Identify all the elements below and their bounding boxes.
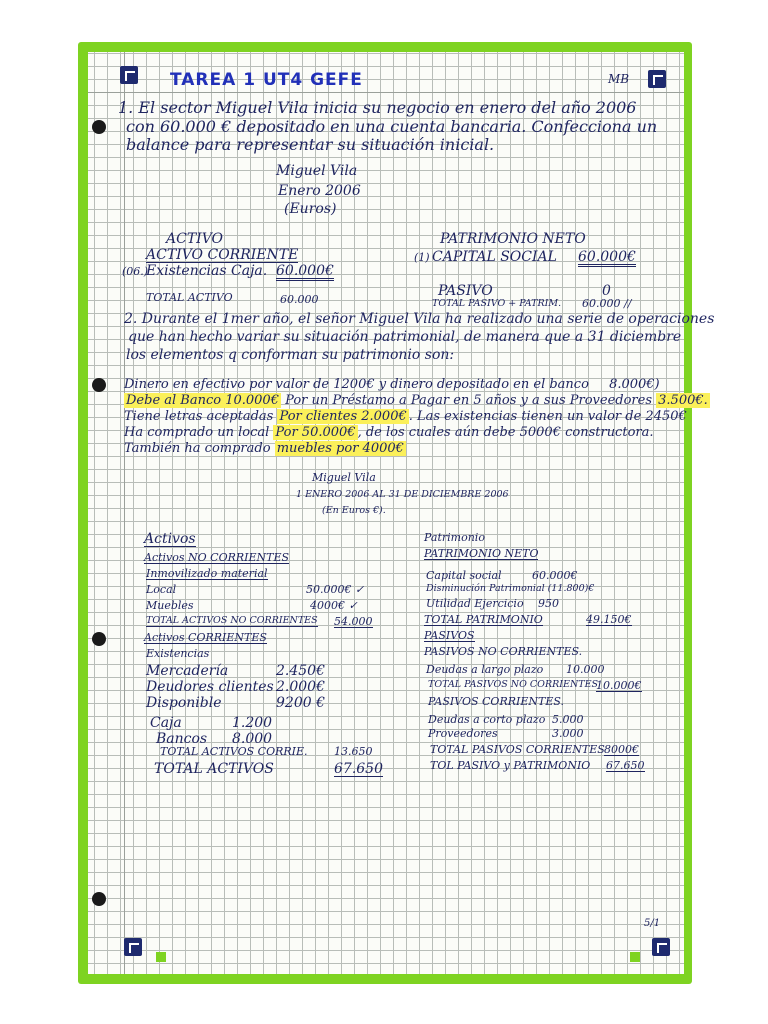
right-row-value: 60.000€ [532, 569, 578, 582]
ex2-data-line-2: Debe al Banco 10.000€ Por un Préstamo a Pagar en 5 años y a sus Proveedores 3.500€. [126, 393, 708, 408]
left-row-label: TOTAL ACTIVOS NO CORRIENTES [146, 615, 318, 626]
corner-mark-icon [648, 70, 666, 88]
ex1-capital-value: 60.000€ [578, 249, 636, 265]
left-row-label: Activos CORRIENTES [144, 631, 267, 644]
ex1-total-activo-value: 60.000 [280, 293, 319, 306]
top-line [88, 92, 684, 93]
right-row-value: 8000€ [604, 743, 639, 756]
ex2-heading-name: Miguel Vila [312, 471, 376, 484]
ex1-heading-name: Miguel Vila [276, 163, 358, 179]
left-row-value: 54.000 [334, 615, 373, 628]
ex1-capital-code: (1) [414, 251, 430, 264]
right-row-value: 10.000 [566, 663, 605, 676]
right-row-value: 950 [538, 597, 559, 610]
ex1-activo-corriente: ACTIVO CORRIENTE [146, 247, 299, 263]
right-row-value: 3.000 [552, 727, 584, 740]
left-row-label: Muebles [146, 599, 194, 612]
right-row-label: PATRIMONIO NETO [424, 547, 539, 560]
ex1-patrimonio-neto: PATRIMONIO NETO [440, 231, 586, 247]
ex1-total-activo: TOTAL ACTIVO [146, 291, 233, 304]
left-row-value: 8.000 [232, 731, 273, 747]
left-row-value: 13.650 [334, 745, 373, 758]
ex2-data-line-1: Dinero en efectivo por valor de 1200€ y dinero depositado en el banco 8.000€) [124, 377, 660, 392]
right-row-label: Capital social [426, 569, 502, 582]
left-row-label: TOTAL ACTIVOS CORRIE. [160, 745, 308, 758]
left-row-label: Disponible [146, 695, 222, 711]
left-row-label: Activos NO CORRIENTES [144, 551, 290, 564]
left-row-label: Bancos [156, 731, 208, 747]
corner-mark-icon [652, 938, 670, 956]
left-row-value: 2.000€ [276, 679, 325, 695]
ex2-data-line-4: Ha comprado un local Por 50.000€ , de los cuales aún debe 5000€ constructora. [124, 425, 654, 440]
ex1-activo: ACTIVO [166, 231, 224, 247]
corner-mark-icon [124, 938, 142, 956]
binder-hole-icon [92, 378, 106, 392]
author-initials: MB [608, 72, 630, 86]
ex1-pasivo: PASIVO [438, 283, 493, 299]
right-row-value: 10.000€ [596, 679, 642, 692]
ex1-capital-label: CAPITAL SOCIAL [432, 249, 557, 265]
margin-line [124, 52, 125, 974]
green-square-icon [630, 952, 640, 962]
ex1-line: 1. El sector Miguel Vila inicia su negocio en enero del año 2006 [118, 98, 637, 117]
binder-hole-icon [92, 120, 106, 134]
ex2-data-line-3: Tiene letras aceptadas Por clientes 2.000€ . Las existencias tienen un valor de 2450€ [124, 409, 687, 424]
left-row-label: Existencias [146, 647, 210, 660]
ex2-line: los elementos q conforman su patrimonio son: [126, 347, 455, 363]
right-row-label: Proveedores [428, 727, 498, 740]
ex1-line: balance para representar su situación inicial. [126, 135, 495, 154]
grid-paper [88, 52, 684, 974]
ex1-existencias-label: Existencias Caja. [146, 263, 268, 279]
ex1-total-pasivo: TOTAL PASIVO + PATRIM. [432, 298, 562, 309]
binder-hole-icon [92, 892, 106, 906]
left-row-label: TOTAL ACTIVOS [154, 761, 274, 777]
left-row-label: Deudores clientes [146, 679, 274, 695]
right-row-value: 49.150€ [586, 613, 632, 626]
left-row-value: 50.000€ ✓ [306, 583, 365, 596]
right-row-label: Deudas a largo plazo [426, 663, 544, 676]
green-square-icon [156, 952, 166, 962]
left-row-label: Inmovilizado material [146, 567, 268, 580]
right-row-label: TOTAL PASIVOS CORRIENTES [430, 743, 605, 756]
left-row-value: 1.200 [232, 715, 273, 731]
ex1-heading-date: Enero 2006 [278, 183, 361, 199]
ex2-heading-period: 1 ENERO 2006 AL 31 DE DICIEMBRE 2006 [296, 489, 509, 500]
ex2-line: que han hecho variar su situación patrimonial, de manera que a 31 diciembre [128, 329, 682, 345]
right-row-label: Deudas a corto plazo [428, 713, 546, 726]
right-row-label: TOL PASIVO y PATRIMONIO [430, 759, 591, 772]
right-row-label: Disminución Patrimonial (11.800)€ [426, 583, 595, 594]
left-row-label: Activos [144, 531, 196, 547]
left-row-label: Caja [150, 715, 182, 731]
right-row-label: TOTAL PATRIMONIO [424, 613, 543, 626]
right-row-label: PASIVOS NO CORRIENTES. [424, 645, 583, 658]
corner-mark-icon [120, 66, 138, 84]
binder-hole-icon [92, 632, 106, 646]
page-title: TAREA 1 UT4 GEFE [170, 70, 363, 90]
right-row-value: 67.650 [606, 759, 645, 772]
right-row-label: TOTAL PASIVOS NO CORRIENTES [428, 679, 599, 690]
ex1-pasivo-value: 0 [602, 283, 611, 299]
left-row-value: 4000€ ✓ [310, 599, 358, 612]
left-row-label: Mercadería [146, 663, 229, 679]
right-row-label: Patrimonio [424, 531, 485, 544]
right-row-label: PASIVOS [424, 629, 475, 642]
page-number: 5/1 [644, 918, 661, 929]
ex1-existencias-code: (06.) [122, 265, 149, 278]
left-row-value: 2.450€ [276, 663, 325, 679]
ex1-total-pasivo-value: 60.000 // [582, 297, 632, 310]
left-row-value: 67.650 [334, 761, 383, 777]
ex2-data-line-5: También ha comprado muebles por 4000€ [124, 441, 404, 456]
left-row-value: 9200 € [276, 695, 325, 711]
right-row-label: Utilidad Ejercicio [426, 597, 524, 610]
right-row-label: PASIVOS CORRIENTES. [428, 695, 565, 708]
ex1-line: con 60.000 € depositado en una cuenta bancaria. Confecciona un [126, 117, 658, 136]
ex2-heading-units: (En Euros €). [322, 505, 386, 516]
ex1-existencias-value: 60.000€ [276, 263, 334, 279]
right-row-value: 5.000 [552, 713, 584, 726]
ex1-heading-units: (Euros) [284, 201, 337, 217]
left-row-label: Local [146, 583, 177, 596]
ex2-line: 2. Durante el 1mer año, el señor Miguel Vila ha realizado una serie de operaciones [124, 311, 715, 327]
